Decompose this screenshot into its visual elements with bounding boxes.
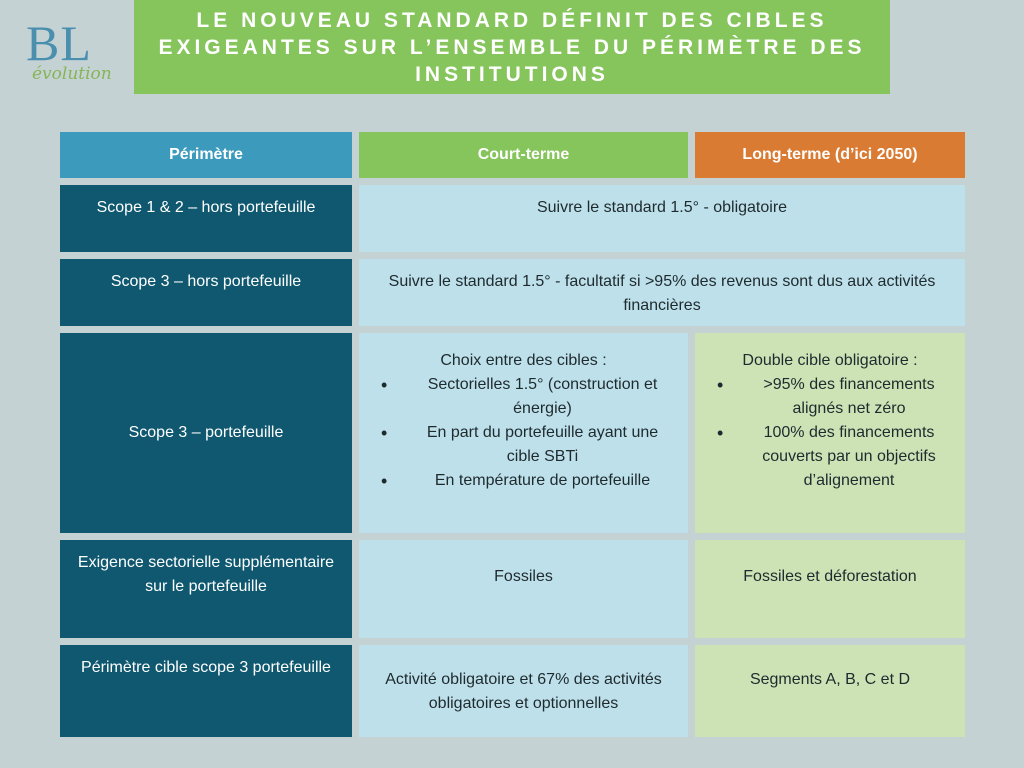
row-scope-1-2-value xyxy=(359,185,965,252)
header-court-terme xyxy=(359,132,688,178)
row-exigence-sectorielle-court-terme xyxy=(359,540,688,638)
row-label-text: Exigence sectorielle supplémentaire sur le portefeuille xyxy=(77,554,335,595)
cell-text: Fossiles et déforestation xyxy=(743,568,917,585)
row-exigence-sectorielle-label xyxy=(60,540,352,638)
row-scope-3-court-terme xyxy=(359,333,688,533)
row-label-text: Scope 3 – hors portefeuille xyxy=(110,273,302,290)
row-perimetre-cible-long-terme xyxy=(695,645,965,737)
title-banner xyxy=(134,0,890,94)
header-court-terme-label: Court-terme xyxy=(477,146,570,163)
row-value-text: Suivre le standard 1.5° - obligatoire xyxy=(536,199,788,216)
header-long-terme xyxy=(695,132,965,178)
logo-mark: BL xyxy=(26,15,92,71)
list-item: • >95% des financements alignés net zéro xyxy=(703,373,957,421)
header-perimetre-label: Périmètre xyxy=(169,146,243,163)
short-term-list xyxy=(367,373,680,493)
row-scope-3-portefeuille-label xyxy=(60,333,352,533)
row-perimetre-cible-court-terme xyxy=(359,645,688,737)
long-term-intro: Double cible obligatoire : xyxy=(742,352,918,369)
bl-evolution-logo xyxy=(26,15,112,88)
header-perimetre xyxy=(60,132,352,178)
logo-subtitle: évolution xyxy=(32,64,112,84)
header-long-terme-label: Long-terme (d’ici 2050) xyxy=(742,146,918,163)
row-label-text: Périmètre cible scope 3 portefeuille xyxy=(81,659,331,676)
row-exigence-sectorielle-long-terme xyxy=(695,540,965,638)
row-scope-3-hors-label xyxy=(60,259,352,326)
list-item: • En température de portefeuille xyxy=(367,469,680,493)
row-perimetre-cible-label xyxy=(60,645,352,737)
long-term-list xyxy=(703,373,957,493)
page-title: LE NOUVEAU STANDARD DÉFINIT DES CIBLES EXIGEANTES SUR L’ENSEMBLE DU PÉRIMÈTRE DES INSTITUTIONS xyxy=(158,8,866,86)
row-value-text: Suivre le standard 1.5° - facultatif si >95% des revenus sont dus aux activités financières xyxy=(388,273,936,314)
row-scope-1-2-label xyxy=(60,185,352,252)
list-item: • En part du portefeuille ayant une cible SBTi xyxy=(367,421,680,469)
short-term-intro: Choix entre des cibles : xyxy=(440,352,607,369)
row-label-text: Scope 1 & 2 – hors portefeuille xyxy=(96,199,316,216)
row-scope-3-hors-value xyxy=(359,259,965,326)
cell-text: Activité obligatoire et 67% des activités obligatoires et optionnelles xyxy=(385,671,662,712)
list-item: • Sectorielles 1.5° (construction et énergie) xyxy=(367,373,680,421)
cell-text: Segments A, B, C et D xyxy=(749,671,911,688)
list-item: • 100% des financements couverts par un objectifs d’alignement xyxy=(703,421,957,493)
row-scope-3-long-terme xyxy=(695,333,965,533)
cell-text: Fossiles xyxy=(494,568,553,585)
row-label-text: Scope 3 – portefeuille xyxy=(128,424,284,441)
